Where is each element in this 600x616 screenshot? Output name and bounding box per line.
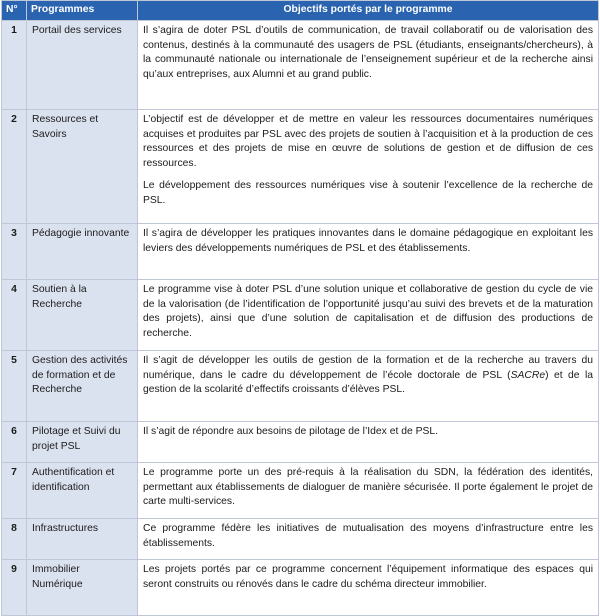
programme-objectifs (138, 519, 599, 560)
row-number: 9 (2, 560, 27, 616)
programmes-table (1, 0, 599, 616)
programme-objectifs (138, 351, 599, 422)
objectif-text: Les projets portés par ce programme concernent l’équipement informatique des espaces qui seront construits ou rénovés dans le cadre du schéma directeur immobilier. (143, 564, 593, 590)
acronym-sacre: SACRe (510, 369, 546, 381)
objectif-text: Le programme vise à doter PSL d’une solution unique et collaborative de gestion du cycle de vie de la valorisation (de l’identification de l’opportunité jusqu’au suivi des brevets et de la maturation des projets), ainsi que d’une solution de capitalisation et de diffusion des productions de recherche. (143, 284, 593, 339)
row-number: 4 (2, 280, 27, 351)
programme-objectifs (138, 463, 599, 519)
row-number: 7 (2, 463, 27, 519)
table-row (2, 280, 599, 351)
programme-name: Soutien à la Recherche (27, 280, 138, 351)
programme-name: Portail des services (27, 21, 138, 110)
table-row (2, 560, 599, 616)
objectif-text: Le développement des ressources numériques vise à soutenir l’excellence de la recherche de PSL. (143, 180, 593, 206)
objectif-text: Il s’agit de développer les outils de gestion de la formation et de la recherche au travers du numérique, dans le cadre du développement de l’école doctorale de PSL (SACRe) et de la gestion de la scolarité d’effectifs croissants d’élèves PSL. (143, 355, 593, 395)
programme-objectifs (138, 422, 599, 463)
objectif-text: L’objectif est de développer et de mettre en valeur les ressources documentaires numériques acquises et produites par PSL avec des projets de soutien à l’acquisition et à la production de ces ressources et des projets de mise en œuvre de solutions de gestion et de diffusion de ces ressources. (143, 114, 593, 169)
programme-name: Ressources et Savoirs (27, 110, 138, 224)
row-number: 1 (2, 21, 27, 110)
programme-objectifs (138, 110, 599, 224)
table-row (2, 224, 599, 280)
objectif-text: Il s’agira de doter PSL d’outils de communication, de travail collaboratif ou de valorisation des contenus, destinés à la communauté des usagers de PSL (étudiants, enseignants/chercheurs), à la communauté nationale ou internationale de l’enseignement supérieur et de la recherche ainsi qu’aux entreprises, aux Alumni et au grand public. (143, 25, 593, 80)
programme-objectifs (138, 560, 599, 616)
row-number: 2 (2, 110, 27, 224)
row-number: 3 (2, 224, 27, 280)
table-row (2, 110, 599, 224)
table-row (2, 351, 599, 422)
programme-objectifs (138, 280, 599, 351)
row-number: 8 (2, 519, 27, 560)
header-objectifs: Objectifs portés par le programme (138, 1, 599, 21)
header-num: N° (2, 1, 27, 21)
objectif-text: Il s’agira de développer les pratiques innovantes dans le domaine pédagogique en exploitant les leviers des développements numériques de PSL et des établissements. (143, 228, 593, 254)
table-row (2, 422, 599, 463)
row-number: 6 (2, 422, 27, 463)
programme-name: Pédagogie innovante (27, 224, 138, 280)
programme-name: Immobilier Numérique (27, 560, 138, 616)
table-row (2, 463, 599, 519)
programme-name: Infrastructures (27, 519, 138, 560)
table-header-row (2, 1, 599, 21)
programme-objectifs (138, 224, 599, 280)
objectif-text: Il s’agit de répondre aux besoins de pilotage de l’Idex et de PSL. (143, 426, 438, 437)
table-row (2, 21, 599, 110)
row-number: 5 (2, 351, 27, 422)
programme-name: Pilotage et Suivi du projet PSL (27, 422, 138, 463)
objectif-text: Le programme porte un des pré-requis à la réalisation du SDN, la fédération des identités, permettant aux établissements de dialoguer de manière sécurisée. Il porte également le projet de carte multi-services. (143, 467, 593, 507)
programme-objectifs (138, 21, 599, 110)
programme-name: Authentification et identification (27, 463, 138, 519)
programme-name: Gestion des activités de formation et de Recherche (27, 351, 138, 422)
header-programmes: Programmes (27, 1, 138, 21)
objectif-text: Ce programme fédère les initiatives de mutualisation des moyens d’infrastructure entre les établissements. (143, 523, 593, 549)
table-row (2, 519, 599, 560)
